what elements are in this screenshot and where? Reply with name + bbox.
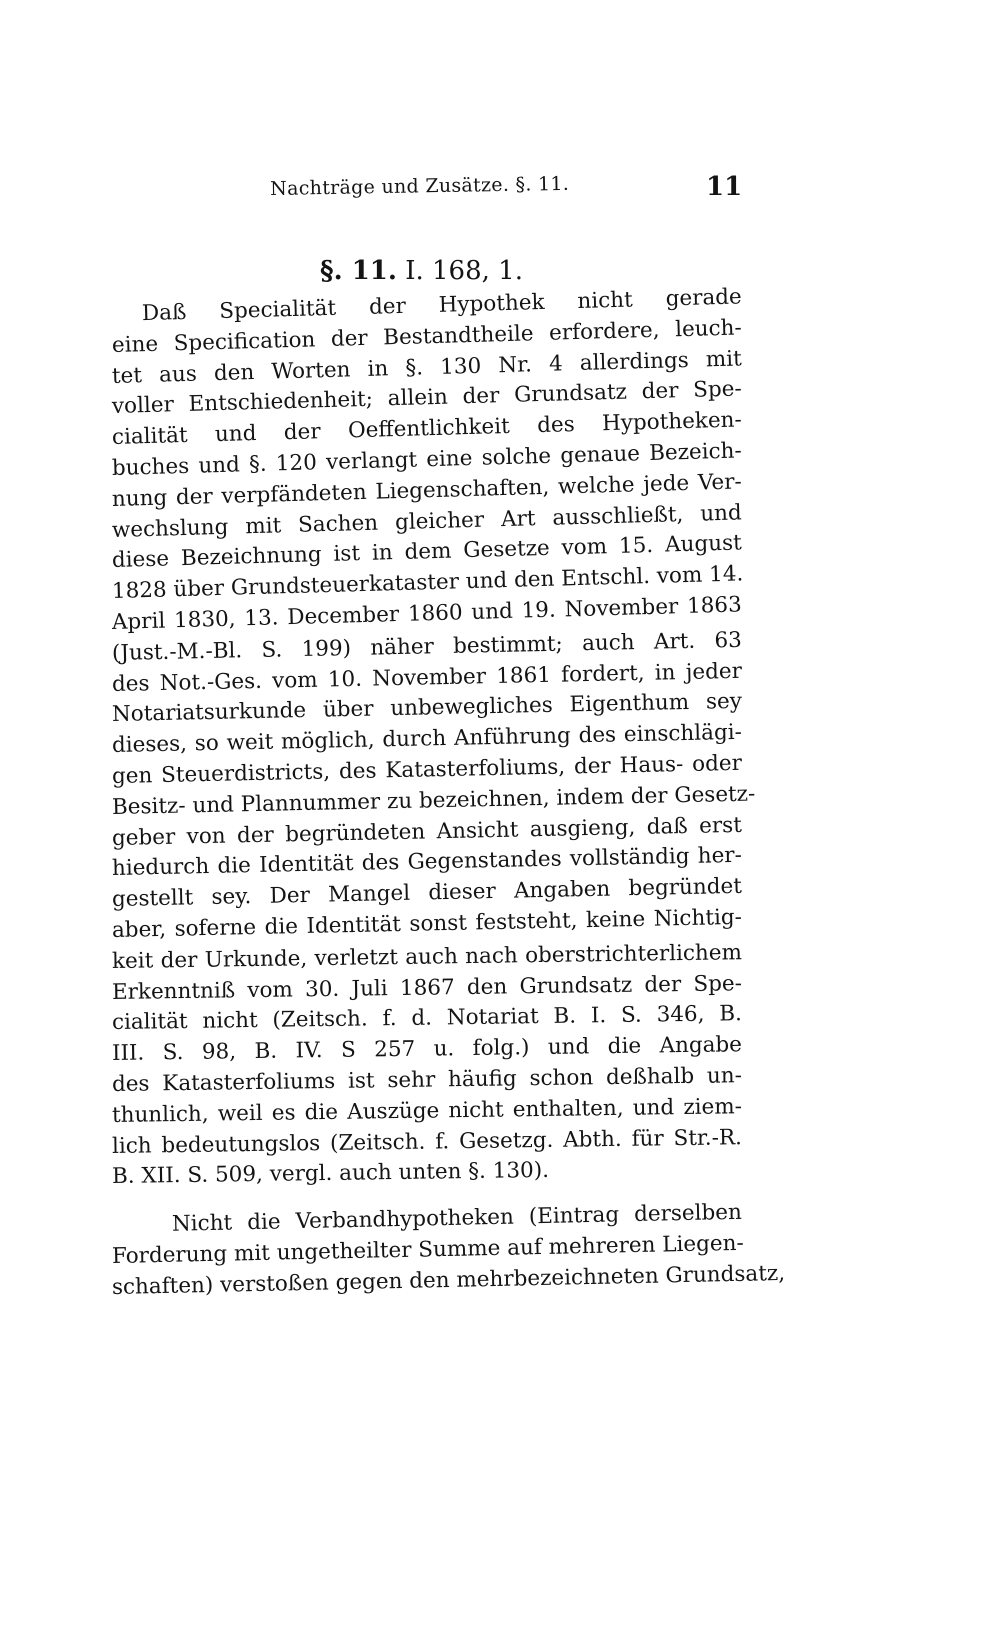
section-number: §. 11. [320, 256, 397, 286]
text-line: hiedurch die Identität des Gegenstandes vollständig her- [111, 843, 743, 882]
text-line: gen Steuerdistricts, des Katasterfoliums, der Haus- oder [111, 750, 743, 789]
text-line: aber, soferne die Identität sonst feststeht, keine Nichtig- [111, 904, 743, 943]
text-line: cialität nicht (Zeitsch. f. d. Notariat B. I. S. 346, B. [111, 1001, 743, 1036]
text-line: dieses, so weit möglich, durch Anführung des einschlägi- [111, 719, 743, 759]
section-heading [320, 256, 523, 286]
text-line: des Not.-Ges. vom 10. November 1861 fordert, in jeder [111, 658, 743, 697]
running-header-title: Nachträge und Zusätze. §. 11. [270, 172, 570, 200]
paragraph-2 [111, 1199, 786, 1303]
text-line: diese Bezeichnung ist in dem Gesetze vom 15. August [111, 530, 743, 574]
page-number: 11 [706, 172, 743, 202]
text-line: geber von der begründeten Ansicht ausgieng, daß erst [111, 812, 743, 851]
text-line: voller Entschiedenheit; allein der Grundsatz der Spe- [111, 376, 743, 420]
body-text [111, 284, 786, 1304]
text-line: Daß Specialität der Hypothek nicht gerade [141, 284, 743, 327]
text-line: (Just.-M.-Bl. S. 199) näher bestimmt; auch Art. 63 [111, 627, 743, 666]
text-line: schaften) verstoßen gegen den mehrbezeichneten Grundsatz, [111, 1260, 786, 1300]
paragraph-1 [111, 284, 756, 1193]
text-line: III. S. 98, B. IV. S 257 u. folg.) und die Angabe [111, 1032, 743, 1067]
text-line: B. XII. S. 509, vergl. auch unten §. 130). [111, 1158, 550, 1190]
text-line: thunlich, weil es die Auszüge nicht enthalten, und ziem- [111, 1093, 743, 1128]
text-line: tet aus den Worten in §. 130 Nr. 4 allerdings mit [111, 346, 743, 389]
text-line: buches und §. 120 verlangt eine solche genaue Bezeich- [111, 438, 743, 481]
text-line: Nicht die Verbandhypotheken (Eintrag derselben [171, 1199, 743, 1237]
section-reference: I. 168, 1. [405, 256, 523, 286]
text-line: eine Specification der Bestandtheile erfordere, leuch- [111, 315, 743, 358]
text-line: 1828 über Grundsteuerkataster und den Entschl. vom 14. [111, 561, 744, 605]
text-line: lich bedeutungslos (Zeitsch. f. Gesetzg. Abth. für Str.-R. [111, 1124, 743, 1159]
text-line: des Katasterfoliums ist sehr häufig schon deßhalb un- [111, 1063, 743, 1097]
text-line: April 1830, 13. December 1860 und 19. November 1863 [111, 592, 743, 635]
text-line: cialität und der Oeffentlichkeit des Hypotheken- [111, 407, 743, 451]
text-line: wechslung mit Sachen gleicher Art ausschließt, und [111, 499, 743, 543]
text-line: gestellt sey. Der Mangel dieser Angaben begründet [111, 873, 743, 913]
text-line: Besitz- und Plannummer zu bezeichnen, indem der Gesetz- [111, 781, 756, 820]
text-line: Forderung mit ungetheilter Summe auf mehreren Liegen- [111, 1230, 744, 1269]
text-line: nung der verpfändeten Liegenschaften, welche jede Ver- [111, 469, 743, 512]
text-line: keit der Urkunde, verletzt auch nach oberstrichterlichem [111, 939, 743, 974]
text-line: Erkenntniß vom 30. Juli 1867 den Grundsatz der Spe- [111, 970, 743, 1005]
text-line: Notariatsurkunde über unbewegliches Eigenthum sey [111, 689, 743, 728]
